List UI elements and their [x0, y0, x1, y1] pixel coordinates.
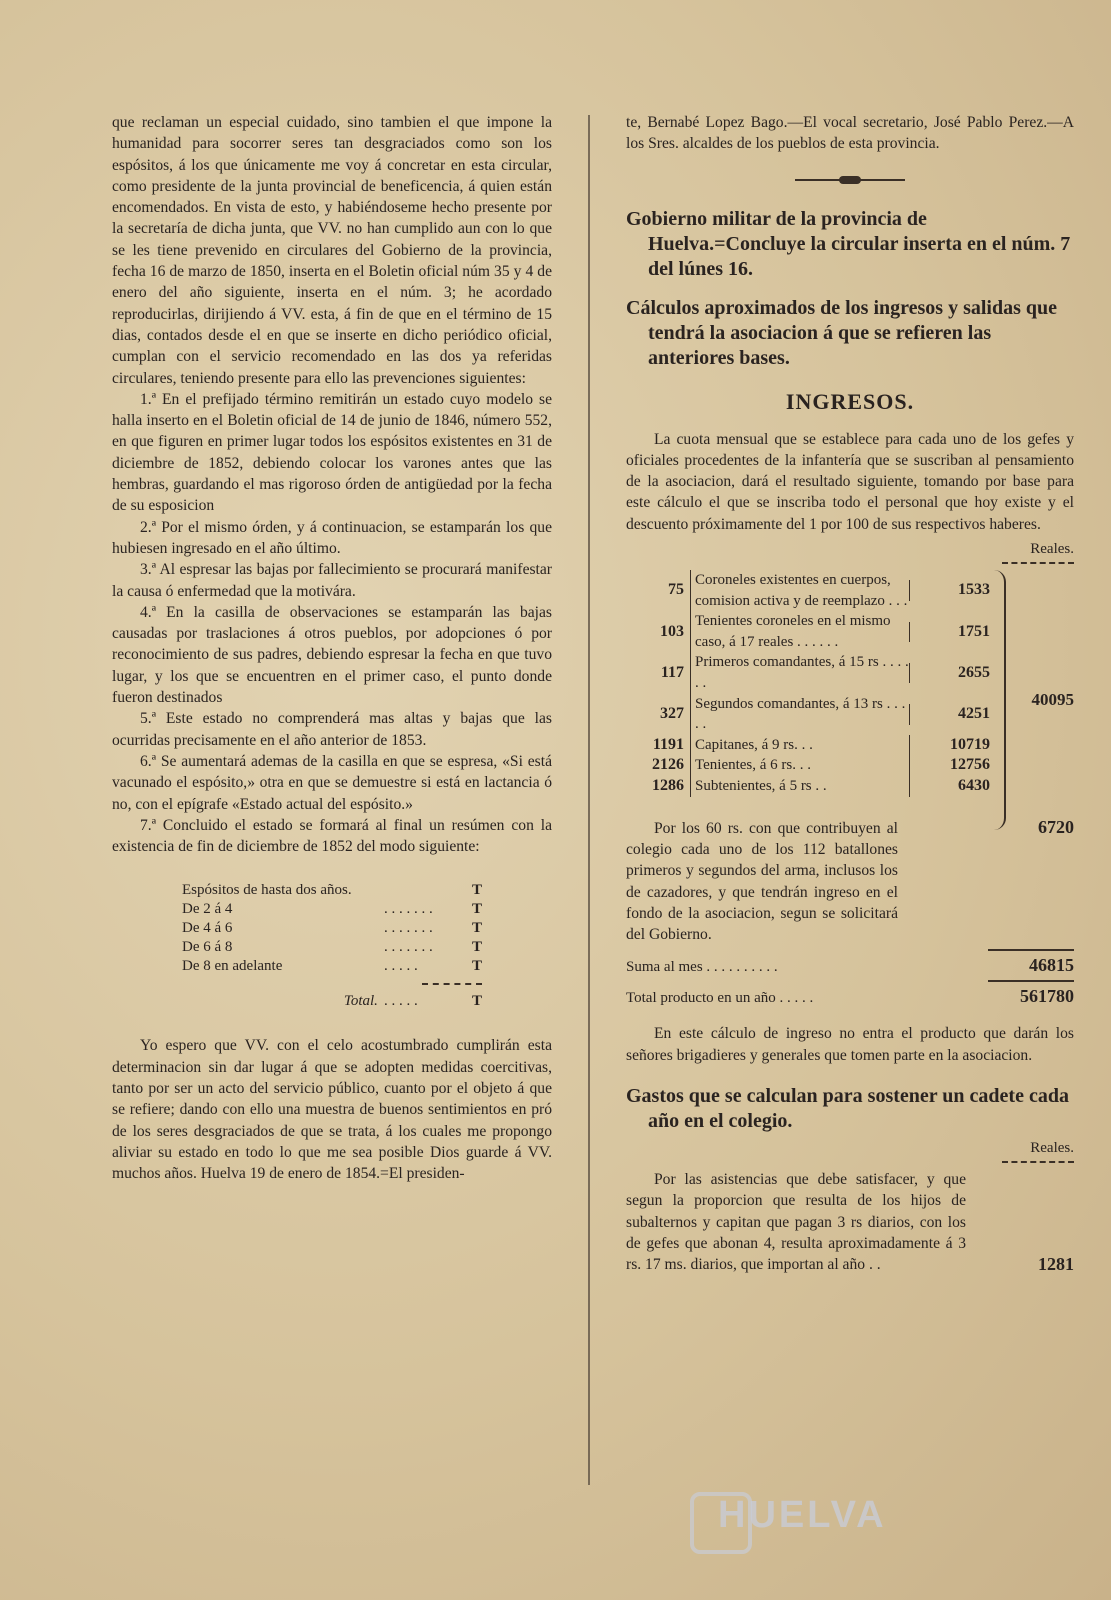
- table-row: [182, 919, 482, 938]
- summary-dots: . . . . . . .: [383, 939, 433, 956]
- summary-mark: T: [471, 901, 482, 918]
- summary-label: De 2 á 4: [182, 901, 233, 918]
- column-divider: [588, 115, 590, 1485]
- gastos-row: [626, 1169, 1074, 1275]
- table-row: [626, 611, 1074, 652]
- officer-value: 10719: [909, 735, 996, 756]
- list-item: 3.ª Al espresar las bajas por fallecimiento se procurará manifestar la causa ó enfermedad que la motivára.: [112, 561, 552, 600]
- summary-mark: T: [471, 939, 482, 956]
- officer-value: 2655: [909, 663, 996, 684]
- officer-value: 4251: [909, 704, 996, 725]
- unit-rule: [1002, 1161, 1074, 1163]
- sum-rule: [988, 980, 1074, 982]
- total-value: 561780: [1020, 986, 1074, 1007]
- prevenciones-list: [112, 389, 552, 858]
- table-row: [626, 652, 1074, 693]
- list-item: 2.ª Por el mismo órden, y á continuacion, se estamparán los que hubiesen ingresado en el año último.: [112, 518, 552, 557]
- unit-rule: [1002, 562, 1074, 564]
- table-row: [182, 992, 482, 1011]
- total-row: [626, 986, 1074, 1007]
- unit-label: Reales.: [1030, 541, 1074, 558]
- cuota-paragraph: La cuota mensual que se establece para cada uno de los gefes y oficiales procedentes de la infantería que se suscriban al pensamiento de la asociacion, dará el resultado siguiente, tomando por base para este cálculo el que se inscriba todo el personal que hoy existe y el descuento próximamente del 1 por 100 de sus respectivos haberes.: [626, 430, 1074, 533]
- sum-rule: [988, 949, 1074, 951]
- suma-value: 46815: [1029, 955, 1074, 976]
- officer-desc: Coroneles existentes en cuerpos, comision activa y de reemplazo . . .: [690, 570, 909, 611]
- summary-dots: . . . . . . .: [383, 920, 433, 937]
- officer-desc: Tenientes, á 6 rs. . .: [690, 755, 909, 776]
- officer-count: 75: [668, 581, 684, 599]
- gastos-paragraph: Por las asistencias que debe satisfacer, y que segun la proporcion que resulta de los hijos de subalternos y capitan que pagan 3 rs diarios, con los de gefes que abonan 4, resulta aproximadamente á 3 rs. 17 ms. diarios, que importan al año . .: [626, 1170, 966, 1274]
- total-label: Total producto en un año . . . . .: [626, 990, 814, 1007]
- table-row: [626, 570, 1074, 611]
- officer-count: 103: [660, 622, 684, 640]
- summary-label: De 4 á 6: [182, 920, 233, 937]
- officer-value: 1533: [909, 580, 996, 601]
- summary-mark: T: [471, 958, 482, 975]
- gastos-value: 1281: [1038, 1254, 1074, 1275]
- table-row: [182, 881, 482, 900]
- summary-rule: [422, 983, 482, 985]
- list-item: 7.ª Concluido el estado se formará al final un resúmen con la existencia de fin de diciembre de 1852 del modo siguiente:: [112, 816, 552, 856]
- summary-dots: . . . . . . .: [383, 901, 433, 918]
- summary-total-label: Total.: [343, 993, 378, 1010]
- watermark-text: HUELVA: [718, 1494, 887, 1536]
- suma-label: Suma al mes . . . . . . . . . .: [626, 959, 778, 976]
- summary-dots: [384, 881, 442, 900]
- officer-desc: Subtenientes, á 5 rs . .: [690, 776, 909, 797]
- intro-paragraph: que reclaman un especial cuidado, sino tambien el que impone la humanidad para socorrer seres tan desgraciados como son los espósitos, á los que únicamente me voy á concretar en esta circular, como presidente de la junta provincial de beneficencia, á quien están encomendados. En vista de esto, y habiéndoseme hecho presente por la secretaría de dicha junta, que VV. no han cumplido aun con lo que se les tiene prevenido en circulares del Gobierno de la provincia, fecha 16 de marzo de 1850, inserta en el Boletin oficial núm 35 y 4 de enero del año siguiente, inserta en el núm. 3; he acordado reproducirlas, dirijiendo á VV. esta, á fin de que en el término de 15 dias, contados desde el en que se inserte en dicho periódico oficial, cumplan con el servicio recomendado en las dos ya referidas circulares, teniendo presente para ello las prevenciones siguientes:: [112, 114, 552, 387]
- table-row: [626, 755, 1074, 776]
- income-total: 40095: [1031, 690, 1074, 710]
- list-item: 1.ª En el prefijado término remitirán un estado cuyo modelo se halla inserto en el Boletin oficial de 14 de junio de 1846, número 552, en que figuren en primer lugar todos los espósitos existentes en 31 de diciembre de 1852, debiendo colocar los varones antes que las hembras, guardando el mas rigoroso órden de antigüedad por la fecha de su esposicion: [112, 390, 552, 515]
- list-item: 5.ª Este estado no comprenderá mas altas y bajas que las ocurridas precisamente en el año anterior de 1853.: [112, 710, 552, 749]
- closing-paragraph: Yo espero que VV. con el celo acostumbrado cumplirán esta determinacion sin dar lugar á que se adopten medidas coercitivas, tanto por ser un acto del servicio público, cuanto por el objeto á que se refiere; dando con ello una muestra de buenos sentimientos en pró de los seres desgraciados de que se trata, á los cuales me propongo aliviar su estado en todo lo que me sea posible Dios guarde á VV. muchos años. Huelva 19 de enero de 1854.=El presiden-: [112, 1037, 552, 1183]
- summary-mark: T: [471, 882, 482, 899]
- summary-dots: . . . . .: [383, 993, 418, 1010]
- summary-table: [182, 881, 482, 1011]
- section-heading: Gastos que se calculan para sostener un cadete cada año en el colegio.: [626, 1084, 1069, 1132]
- signature-continuation: te, Bernabé Lopez Bago.—El vocal secretario, José Pablo Perez.—A los Sres. alcaldes de los pueblos de esta provincia.: [626, 114, 1074, 153]
- officer-count: 117: [660, 663, 684, 681]
- right-column: [626, 112, 1074, 1275]
- section-heading: Gobierno militar de la provincia de Huelva.=Concluye la circular inserta en el núm. 7 del lúnes 16.: [626, 207, 1071, 280]
- summary-label: Espósitos de hasta dos años.: [182, 882, 352, 899]
- officer-count: 2126: [652, 756, 684, 774]
- section-heading: Cálculos aproximados de los ingresos y salidas que tendrá la asociacion á que se refieren las anteriores bases.: [626, 296, 1058, 369]
- summary-mark: T: [471, 993, 482, 1010]
- colegio-value: 6720: [1038, 816, 1074, 837]
- colegio-row: [626, 817, 1074, 946]
- officer-desc: Segundos comandantes, á 13 rs . . . . .: [690, 694, 909, 735]
- list-item: 4.ª En la casilla de observaciones se estamparán las bajas causadas por traslaciones á otros pueblos, por adopciones ó por reconocimiento de sus padres, debiendo espresar la fecha en que tuvo lugar, y los que se encuentren en el primer caso, el punto donde fueron destinados: [112, 603, 552, 707]
- table-row: [626, 776, 1074, 797]
- table-row: [182, 900, 482, 919]
- note-paragraph: En este cálculo de ingreso no entra el producto que darán los señores brigadieres y generales que tomen parte en la asociacion.: [626, 1025, 1074, 1064]
- left-column: [112, 112, 552, 1184]
- officer-desc: Tenientes coroneles en el mismo caso, á 17 reales . . . . . .: [690, 611, 909, 652]
- table-row: [182, 938, 482, 957]
- income-table: [626, 570, 1074, 797]
- officer-count: 1286: [652, 777, 684, 795]
- officer-value: 12756: [909, 755, 996, 776]
- colegio-paragraph: Por los 60 rs. con que contribuyen al colegio cada uno de los 112 batallones primeros y segundos del arma, inclusos los de cazadores, y que tendrán ingreso en el fondo de la asociacion, segun se solicitará del Gobierno.: [626, 819, 898, 944]
- table-row: [182, 957, 482, 976]
- suma-row: [626, 955, 1074, 976]
- table-row: [626, 735, 1074, 756]
- summary-label: De 8 en adelante: [182, 958, 283, 975]
- officer-count: 327: [660, 704, 684, 722]
- ornament-rule: [795, 179, 905, 181]
- list-item: 6.ª Se aumentará ademas de la casilla en que se espresa, «Si está vacunado el espósito,» otra en que se demuestre si está en lactancia ó no, con el epígrafe «Estado actual del espósito.»: [112, 752, 552, 813]
- officer-count: 1191: [652, 735, 684, 753]
- officer-value: 1751: [909, 622, 996, 643]
- summary-mark: T: [471, 920, 482, 937]
- summary-dots: . . . . .: [383, 958, 418, 975]
- table-row: [626, 694, 1074, 735]
- officer-desc: Capitanes, á 9 rs. . .: [690, 735, 909, 756]
- summary-label: De 6 á 8: [182, 939, 233, 956]
- ingresos-title: INGRESOS.: [785, 388, 915, 414]
- officer-desc: Primeros comandantes, á 15 rs . . . . . .: [690, 652, 909, 693]
- total-brace: [992, 570, 1006, 830]
- unit-label: Reales.: [1030, 1139, 1074, 1156]
- officer-value: 6430: [909, 776, 996, 797]
